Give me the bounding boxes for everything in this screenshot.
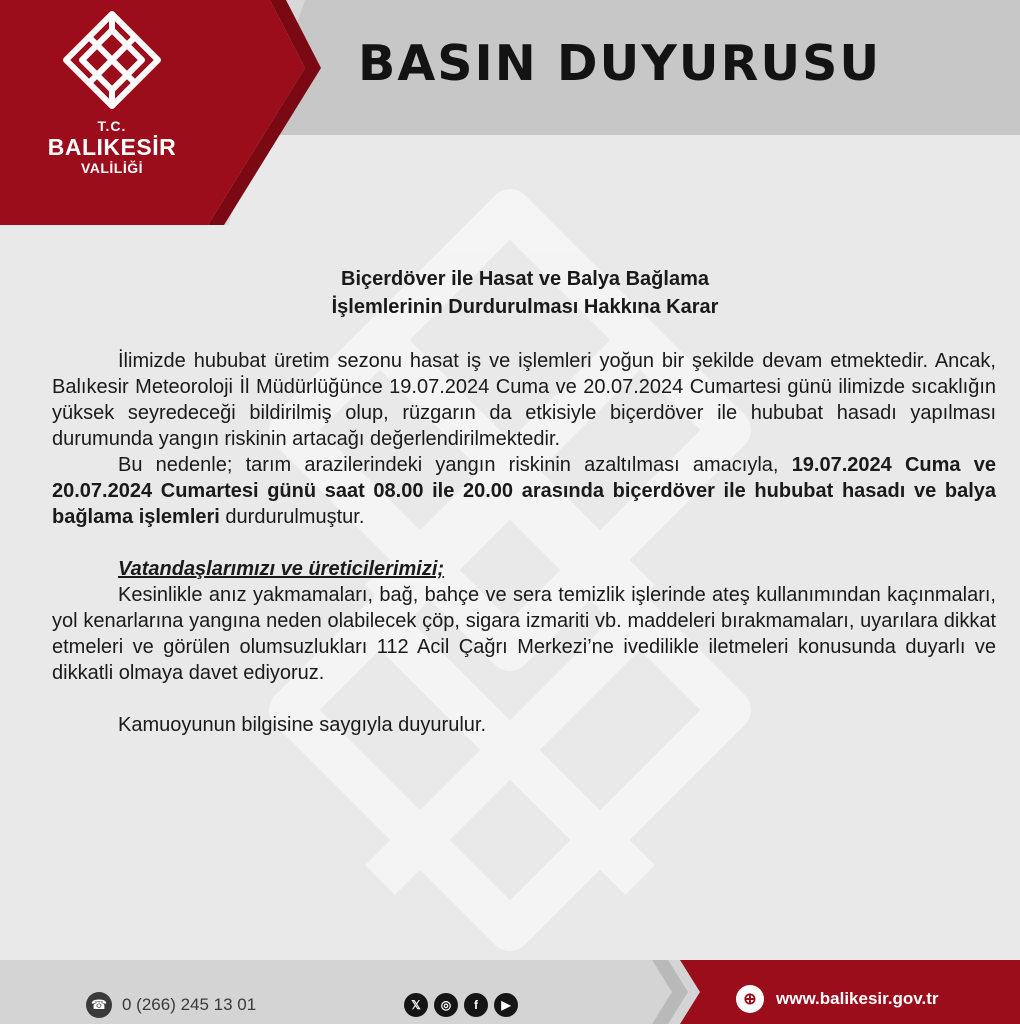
closing-line: Kamuoyunun bilgisine saygıyla duyurulur. — [118, 714, 486, 736]
logo-tc: T.C. — [97, 118, 127, 134]
globe-icon: ⊕ — [736, 985, 764, 1013]
footer-website — [736, 985, 939, 1013]
instagram-icon[interactable]: ◎ — [434, 993, 458, 1017]
phone-icon: ☎ — [86, 992, 112, 1018]
document-title-line-2: İşlemlerinin Durdurulması Hakkına Karar — [331, 296, 719, 318]
facebook-icon[interactable]: f — [464, 993, 488, 1017]
website-link[interactable]: www.balikesir.gov.tr — [776, 989, 939, 1008]
paragraph-3: Kesinlikle anız yakmamaları, bağ, bahçe ve sera temizlik işlerinde ateş kullanımından kaçınmaları, yol kenarlarına yangına neden olabilecek çöp, sigara izmariti vb. maddeleri bırakmamaları, uyarılara dikkat etmeleri ve görülen olumsuzlukları 112 Acil Çağrı Merkezi’ne ivedilikle iletmeleri konusunda duyarlı ve dikkatli olmaya davet ediyoruz. — [52, 584, 996, 684]
paragraph-2-bold: 19.07.2024 Cuma ve 20.07.2024 Cumartesi günü saat 08.00 ile 20.00 arasında biçerdöver ile hububat hasadı ve balya bağlama işlemleri — [52, 454, 997, 528]
paragraph-2-start: Bu nedenle; tarım arazilerindeki yangın riskinin azaltılması amacıyla, — [118, 454, 792, 476]
youtube-icon[interactable]: ▶ — [494, 993, 518, 1017]
paragraph-1: İlimizde hububat üretim sezonu hasat iş ve işlemleri yoğun bir şekilde devam etmektedir. Ancak, Balıkesir Meteoroloji İl Müdürlüğünce 19.07.2024 Cuma ve 20.07.2024 Cumartesi günü ilimizde sıcaklığın yüksek seyredeceği bildirilmiş olup, rüzgarın da etkisiyle biçerdöver ile hububat hasadı yapılması durumunda yangın riskinin artacağı değerlendirilmektedir. — [52, 350, 996, 450]
phone-number: 0 (266) 245 13 01 — [122, 995, 257, 1014]
document-title-line-1: Biçerdöver ile Hasat ve Balya Bağlama — [341, 268, 709, 290]
logo-city: BALIKESİR — [47, 134, 177, 160]
balikesir-knot-emblem-icon — [60, 8, 164, 112]
logo-governorship: VALİLİĞİ — [80, 160, 144, 176]
paragraph-2 — [52, 452, 996, 530]
document-title — [60, 265, 990, 321]
paragraph-2-end: durdurulmuştur. — [219, 506, 365, 528]
x-icon[interactable]: 𝕏 — [404, 993, 428, 1017]
social-links — [404, 993, 518, 1017]
page-title: BASIN DUYURUSU — [358, 35, 882, 92]
lead-in: Vatandaşlarımızı ve üreticilerimizi; — [118, 558, 445, 580]
footer-phone — [86, 992, 256, 1018]
document-body — [52, 348, 996, 738]
logo — [22, 8, 202, 208]
